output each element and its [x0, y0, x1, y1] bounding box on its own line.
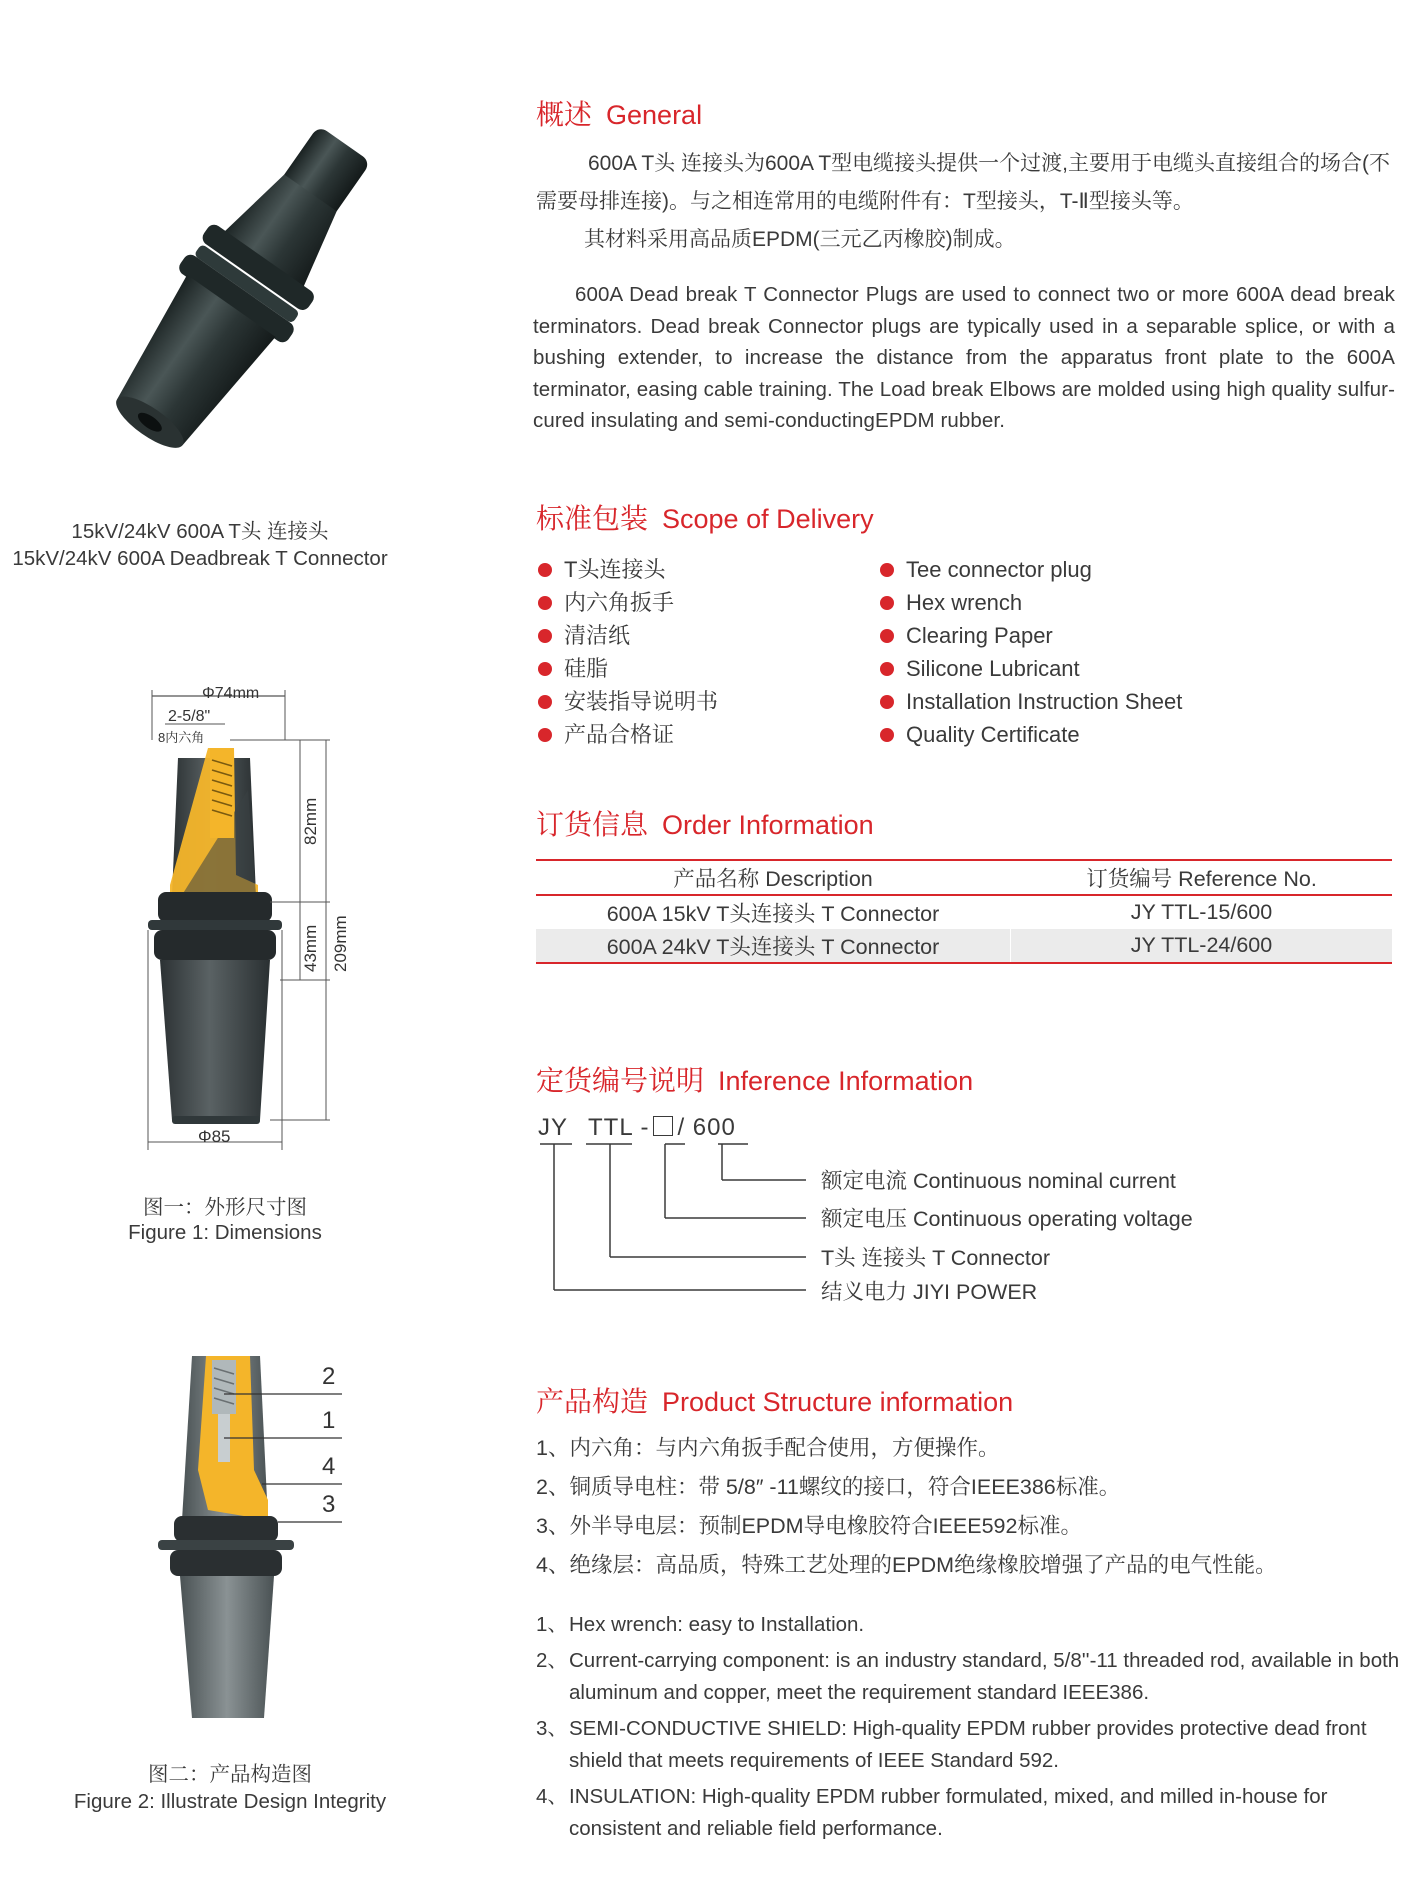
general-title-zh: 概述	[536, 99, 593, 130]
structure-list-en	[536, 1609, 1402, 1849]
order-title-zh: 订货信息	[536, 809, 649, 840]
structure-title-en: Product Structure information	[662, 1387, 1014, 1417]
general-title	[536, 93, 702, 133]
general-paragraph-en: 600A Dead break T Connector Plugs are used to connect two or more 600A dead break terminators. Dead break Connector plugs are typically used in a separable splice, or with a bushing extender, to increase the distance from the apparatus front plate to the 600A terminator, easing cable training. The Load break Elbows are molded using high quality sulfur-cured insulating and semi-conductingEPDM rubber.	[533, 283, 1395, 432]
list-item: 1、 Hex wrench: easy to Installation.	[536, 1613, 865, 1636]
inference-connector-lines	[540, 1140, 820, 1300]
callout-3: 3	[322, 1491, 336, 1518]
product-photo	[70, 110, 410, 470]
dim-thread: 2-5/8"	[168, 708, 211, 725]
list-item: 产品合格证	[538, 718, 718, 751]
table-header-description: 产品名称 Description	[536, 860, 1011, 895]
list-item: 1、内六角：与内六角扳手配合使用，方便操作。	[536, 1436, 1000, 1460]
list-item: Hex wrench	[880, 586, 1182, 619]
dim-43: 43mm	[301, 924, 320, 972]
delivery-title-en: Scope of Delivery	[662, 504, 874, 534]
table-cell: JY TTL-24/600	[1130, 933, 1273, 957]
delivery-title-zh: 标准包装	[536, 503, 649, 534]
table-cell: 600A 15kV T头连接头 T Connector	[536, 895, 1011, 929]
list-item: Installation Instruction Sheet	[880, 685, 1182, 718]
general-p1: 600A T头 连接头为600A T型电缆接头提供一个过渡,主要用于电缆头直接组合的场合(不需要母排连接)。与之相连常用的电缆附件有：T型接头，T-Ⅱ型接头等。	[536, 152, 1390, 213]
figure1-dimension-drawing	[130, 680, 370, 1160]
list-item: Silicone Lubricant	[880, 652, 1182, 685]
list-item: 硅脂	[538, 652, 718, 685]
figure1-caption-en: Figure 1: Dimensions	[128, 1221, 322, 1244]
delivery-title	[536, 497, 874, 537]
list-item: Tee connector plug	[880, 553, 1182, 586]
list-item: 4、绝缘层：高品质，特殊工艺处理的EPDM绝缘橡胶增强了产品的电气性能。	[536, 1553, 1277, 1577]
delivery-list-en	[880, 553, 1182, 751]
callout-2: 2	[322, 1363, 336, 1390]
dim-bottom: Φ85	[198, 1127, 231, 1146]
list-item: Quality Certificate	[880, 718, 1182, 751]
order-title	[536, 803, 874, 843]
order-title-en: Order Information	[662, 810, 874, 840]
inference-label-current: 额定电流 Continuous nominal current	[821, 1169, 1176, 1193]
code-ttl: TTL -	[588, 1114, 650, 1141]
figure2-caption-en: Figure 2: Illustrate Design Integrity	[73, 1790, 387, 1813]
list-item: 内六角扳手	[538, 586, 718, 619]
list-item: 清洁纸	[538, 619, 718, 652]
dim-hex: 8内六角	[158, 730, 205, 745]
figure1-caption-zh: 图一：外形尺寸图	[143, 1196, 307, 1219]
inference-code	[538, 1114, 736, 1142]
dim-82: 82mm	[301, 797, 320, 845]
product-caption-en: 15kV/24kV 600A Deadbreak T Connector	[12, 547, 388, 570]
list-item: 2、铜质导电柱：带 5/8″ -11螺纹的接口，符合IEEE386标准。	[536, 1475, 1121, 1499]
table-row	[536, 929, 1392, 963]
inference-label-brand: 结义电力 JIYI POWER	[821, 1280, 1038, 1304]
table-cell: 600A 24kV T头连接头 T Connector	[536, 929, 1011, 963]
callout-4: 4	[322, 1453, 336, 1480]
code-rating: / 600	[677, 1114, 736, 1141]
callout-1: 1	[322, 1407, 336, 1434]
table-cell: JY TTL-15/600	[1130, 900, 1273, 924]
structure-title	[536, 1380, 1013, 1420]
general-title-en: General	[606, 100, 703, 130]
table-row	[536, 895, 1392, 929]
code-voltage-placeholder-box	[653, 1116, 673, 1136]
inference-title-en: Inference Information	[718, 1066, 974, 1096]
general-p2: 其材料采用高品质EPDM(三元乙丙橡胶)制成。	[584, 228, 1016, 251]
general-paragraph-zh	[536, 145, 1398, 259]
list-item: 2、 Current-carrying component: is an industry standard, 5/8''-11 threaded rod, available in both aluminum and copper, meet the requirement standard IEEE386.	[536, 1649, 1400, 1704]
list-item: T头连接头	[538, 553, 718, 586]
list-item: Clearing Paper	[880, 619, 1182, 652]
table-header-reference: 订货编号 Reference No.	[1086, 867, 1317, 891]
order-table	[536, 859, 1392, 964]
dim-top: Φ74mm	[202, 685, 260, 702]
list-item: 3、 SEMI-CONDUCTIVE SHIELD: High-quality EPDM rubber provides protective dead front shield that meets requirements of IEEE Standard 592.	[536, 1717, 1367, 1772]
inference-title-zh: 定货编号说明	[536, 1065, 705, 1096]
list-item: 3、外半导电层：预制EPDM导电橡胶符合IEEE592标准。	[536, 1514, 1082, 1538]
figure2-caption-zh: 图二：产品构造图	[148, 1763, 312, 1786]
figure2-structure-drawing	[150, 1350, 390, 1730]
delivery-list-zh	[538, 553, 718, 751]
structure-title-zh: 产品构造	[536, 1386, 649, 1417]
inference-label-connector: T头 连接头 T Connector	[821, 1246, 1050, 1270]
inference-label-voltage: 额定电压 Continuous operating voltage	[821, 1207, 1193, 1231]
product-caption-zh: 15kV/24kV 600A T头 连接头	[71, 520, 329, 543]
list-item: 4、 INSULATION: High-quality EPDM rubber formulated, mixed, and milled in-house for consistent and reliable field performance.	[536, 1785, 1328, 1840]
structure-list-zh	[536, 1429, 1398, 1585]
list-item: 安装指导说明书	[538, 685, 718, 718]
inference-title	[536, 1059, 973, 1099]
code-jy: JY	[538, 1114, 569, 1141]
table-header-row	[536, 860, 1392, 895]
dim-209: 209mm	[331, 915, 350, 972]
